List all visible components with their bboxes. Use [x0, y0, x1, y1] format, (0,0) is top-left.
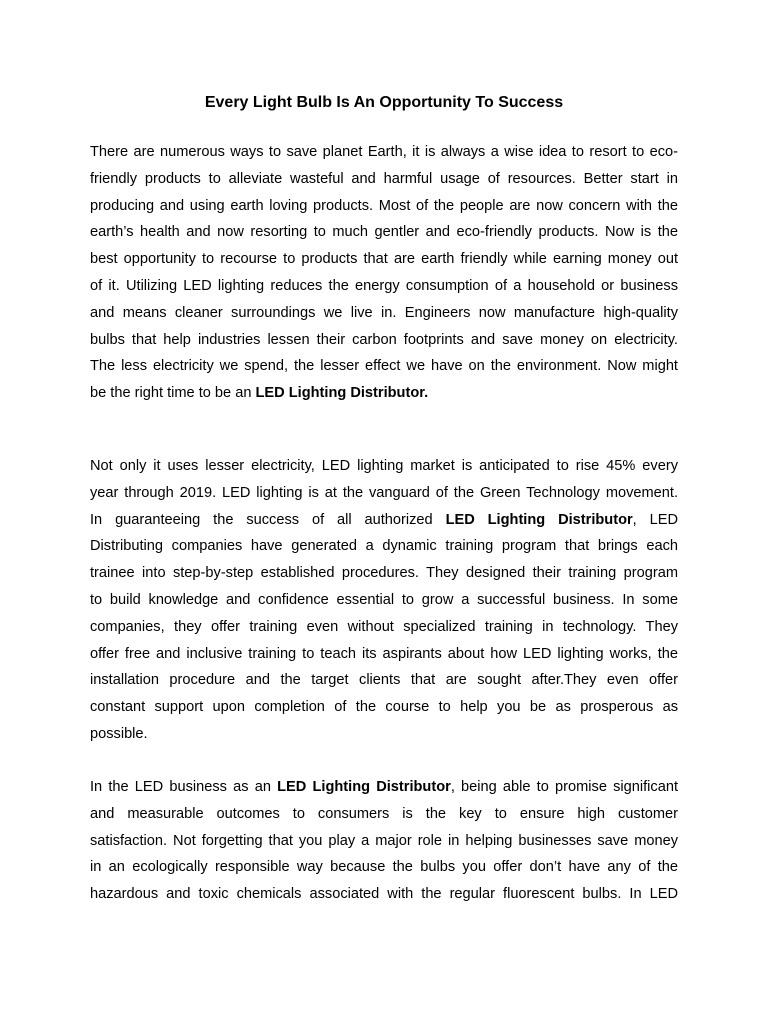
paragraph-3-line: and measurable outcomes to consumers is the key to ensure high customer [90, 805, 678, 822]
paragraph-2-line: installation procedure and the target clients that are sought after.They even offer [90, 672, 678, 689]
paragraph-1-line: The less electricity we spend, the lesser effect we have on the environment. Now might [90, 358, 678, 375]
paragraph-2-line-3 [90, 507, 678, 534]
paragraph-1-line: of it. Utilizing LED lighting reduces the energy consumption of a household or business [90, 277, 678, 294]
paragraph-2-line: offer free and inclusive training to teach its aspirants about how LED lighting works, the [90, 645, 678, 662]
paragraph-3-line: satisfaction. Not forgetting that you play a major role in helping businesses save money [90, 832, 678, 849]
led-distributor-emphasis: LED Lighting Distributor [277, 779, 451, 795]
paragraph-2-line: year through 2019. LED lighting is at the vanguard of the Green Technology movement. [90, 484, 678, 501]
document-title: Every Light Bulb Is An Opportunity To Success [204, 94, 564, 111]
paragraph-1-line: producing and using earth loving products. Most of the people are now concern with the [90, 197, 678, 214]
paragraph-1-line: friendly products to alleviate wasteful and harmful usage of resources. Better start in [90, 170, 678, 187]
led-distributor-emphasis: LED Lighting Distributor. [255, 385, 429, 402]
paragraph-2 [90, 453, 678, 748]
paragraph-1-line: There are numerous ways to save planet Earth, it is always a wise idea to resort to eco- [90, 144, 678, 160]
paragraph-1 [90, 139, 678, 407]
paragraph-2-last-line: possible. [90, 725, 148, 742]
led-distributor-emphasis: LED Lighting Distributor [445, 511, 633, 528]
paragraph-1-line: earth’s health and now resorting to much gentler and eco-friendly products. Now is the [90, 224, 678, 241]
paragraph-2-line-3-prefix: In guaranteeing the success of all authorized [90, 511, 446, 528]
paragraph-2-line: trainee into step-by-step established procedures. They designed their training program [90, 565, 678, 582]
paragraph-2-line: Distributing companies have generated a dynamic training program that brings each [90, 538, 678, 555]
paragraph-1-last-line-text: be the right time to be an [90, 385, 256, 402]
paragraph-1-line: bulbs that help industries lessen their carbon footprints and save money on electricity. [90, 331, 678, 348]
paragraph-1-line: and means cleaner surroundings we live in. Engineers now manufacture high-quality [90, 304, 678, 321]
paragraph-1-last-line [90, 380, 678, 407]
paragraph-2-line-3-suffix: , LED [632, 511, 679, 528]
paragraph-2-line: companies, they offer training even without specialized training in technology. They [90, 618, 678, 635]
paragraph-3-line-1-suffix: , being able to promise significant [450, 779, 678, 795]
paragraph-3-line-1 [90, 774, 678, 801]
paragraph-3-line-1-prefix: In the LED business as an [90, 779, 278, 795]
paragraph-3-line: hazardous and toxic chemicals associated with the regular fluorescent bulbs. In LED [90, 886, 678, 903]
paragraph-1-line: best opportunity to recourse to products that are earth friendly while earning money out [90, 251, 678, 268]
paragraph-2-line: to build knowledge and confidence essential to grow a successful business. In some [90, 591, 678, 608]
paragraph-3-line: in an ecologically responsible way because the bulbs you offer don’t have any of the [90, 859, 678, 876]
paragraph-2-line: Not only it uses lesser electricity, LED lighting market is anticipated to rise 45% every [90, 458, 678, 474]
paragraph-3 [90, 774, 678, 908]
paragraph-2-line: constant support upon completion of the course to help you be as prosperous as [90, 699, 678, 716]
